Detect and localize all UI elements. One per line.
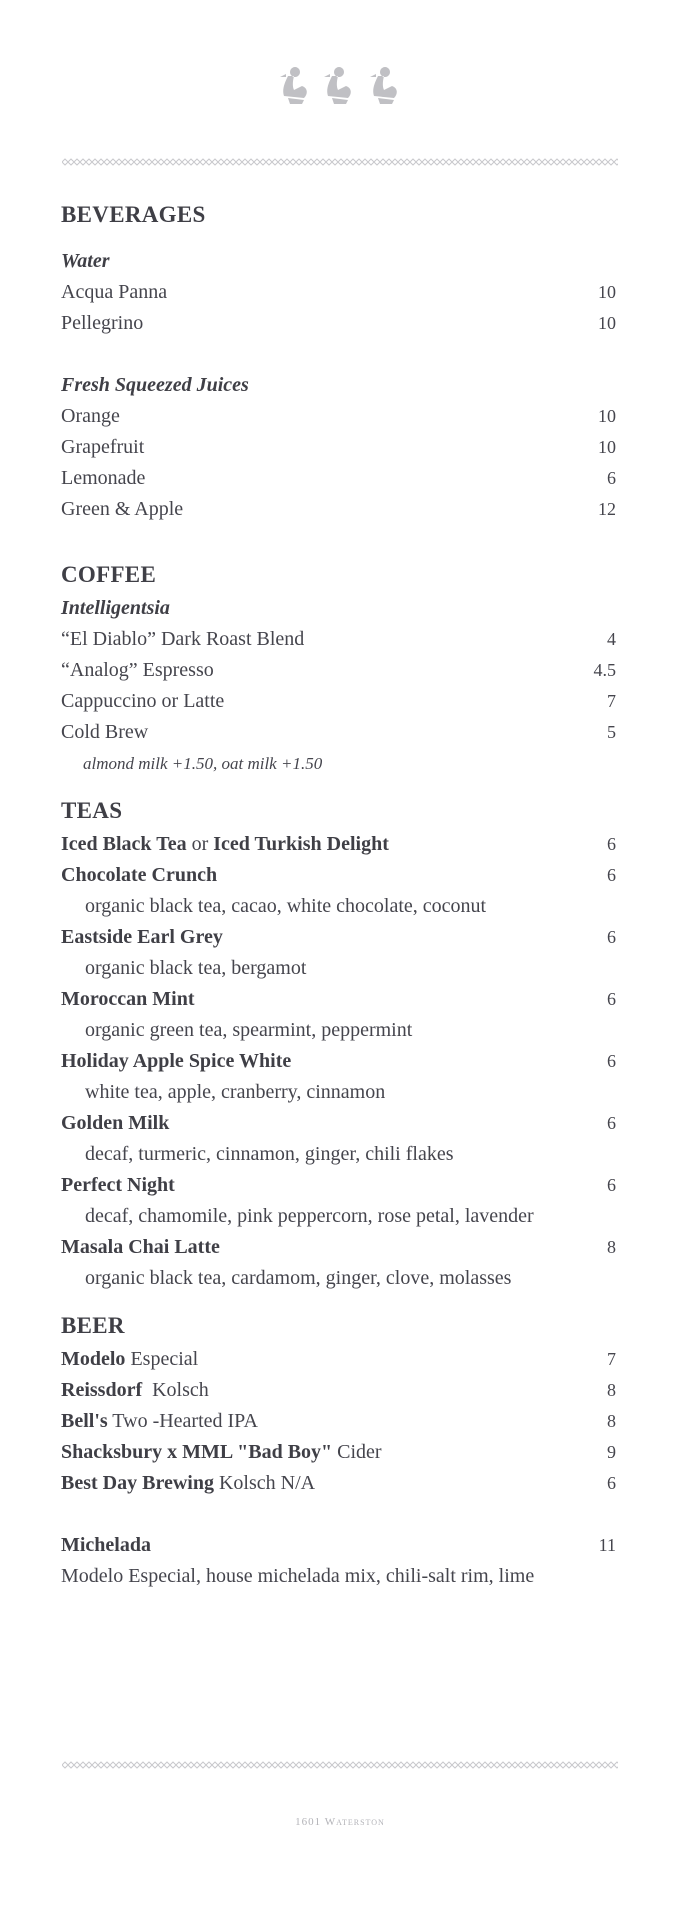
beer-brand: Bell's (61, 1410, 108, 1432)
section-title-coffee: COFFEE (61, 562, 157, 587)
item-price: 6 (607, 1051, 616, 1071)
item-name: Masala Chai Latte (61, 1236, 220, 1258)
item-description: organic black tea, cacao, white chocolate, coconut (85, 895, 487, 917)
item-price: 10 (598, 406, 616, 426)
menu-item (61, 463, 620, 494)
item-price: 6 (607, 834, 616, 854)
beer-brand: Best Day Brewing (61, 1472, 214, 1494)
item-joiner: or (186, 833, 214, 855)
item-price: 6 (607, 1175, 616, 1195)
item-name (61, 1344, 198, 1375)
item-name: Orange (61, 405, 120, 427)
item-price: 6 (607, 927, 616, 947)
item-price: 7 (607, 1349, 616, 1369)
item-price: 4.5 (593, 660, 616, 680)
item-name: Golden Milk (61, 1112, 170, 1134)
menu-item-michelada (61, 1530, 620, 1561)
item-price: 4 (607, 629, 616, 649)
michelada-description: Modelo Especial, house michelada mix, chili-salt rim, lime (61, 1565, 535, 1587)
subsection-title-water: Water (61, 250, 110, 272)
item-price: 11 (598, 1535, 616, 1555)
item-name: Acqua Panna (61, 281, 168, 303)
section-title-teas: TEAS (61, 798, 123, 823)
beer-style: Two -Hearted IPA (107, 1410, 258, 1432)
item-name: Chocolate Crunch (61, 864, 218, 886)
section-title-beer: BEER (61, 1313, 125, 1338)
menu-item (61, 829, 620, 860)
item-description: decaf, turmeric, cinnamon, ginger, chili flakes (85, 1143, 454, 1165)
item-description: organic black tea, cardamom, ginger, clove, molasses (85, 1267, 512, 1289)
item-name-part: Iced Black Tea (61, 833, 187, 855)
item-description: decaf, chamomile, pink peppercorn, rose petal, lavender (85, 1205, 534, 1227)
item-name: Green & Apple (61, 498, 184, 520)
subsection-title-intelligentsia: Intelligentsia (61, 597, 170, 619)
item-price: 6 (607, 865, 616, 885)
section-title-beverages: BEVERAGES (61, 202, 206, 227)
item-name: Moroccan Mint (61, 988, 195, 1010)
footer-address: 1601 Waterston (295, 1816, 385, 1828)
menu-item (61, 686, 620, 717)
item-name (61, 1406, 258, 1437)
item-name: “Analog” Espresso (61, 659, 214, 681)
item-price: 10 (598, 282, 616, 302)
menu-item (61, 1437, 620, 1468)
menu-item (61, 1046, 620, 1077)
item-price: 8 (607, 1237, 616, 1257)
item-price: 10 (598, 313, 616, 333)
item-name (61, 1468, 315, 1499)
swan-logo (0, 66, 680, 110)
swan-icon (324, 67, 351, 104)
menu-item (61, 494, 620, 525)
item-price: 5 (607, 722, 616, 742)
swan-icon (280, 67, 307, 104)
item-price: 10 (598, 437, 616, 457)
menu-item (61, 1375, 620, 1406)
item-name: Eastside Earl Grey (61, 926, 223, 948)
item-price: 8 (607, 1380, 616, 1400)
item-description (61, 1561, 620, 1592)
item-price: 9 (607, 1442, 616, 1462)
item-name: Cappuccino or Latte (61, 690, 225, 712)
ornamental-divider (62, 1761, 618, 1769)
menu-item (61, 308, 620, 339)
menu-item (61, 432, 620, 463)
beer-style: Kolsch (142, 1379, 209, 1401)
menu-body (61, 196, 620, 1592)
item-description: organic black tea, bergamot (85, 957, 307, 979)
item-name: Lemonade (61, 467, 146, 489)
menu-item (61, 1344, 620, 1375)
menu-item (61, 624, 620, 655)
menu-item (61, 1108, 620, 1139)
menu-item (61, 860, 620, 891)
item-description: organic green tea, spearmint, peppermint (85, 1019, 413, 1041)
milk-option-note: almond milk +1.50, oat milk +1.50 (83, 754, 323, 773)
beer-style: Kolsch N/A (213, 1472, 316, 1494)
item-name: “El Diablo” Dark Roast Blend (61, 628, 305, 650)
beer-brand: Reissdorf (61, 1379, 143, 1401)
item-name (61, 1375, 209, 1406)
menu-item (61, 401, 620, 432)
item-price: 6 (607, 989, 616, 1009)
item-name: Michelada (61, 1534, 151, 1556)
item-name: Cold Brew (61, 721, 149, 743)
subsection-title-juices: Fresh Squeezed Juices (61, 374, 249, 396)
menu-item (61, 277, 620, 308)
item-name: Perfect Night (61, 1174, 175, 1196)
item-name-part: Iced Turkish Delight (213, 833, 389, 855)
item-price: 6 (607, 468, 616, 488)
item-description: white tea, apple, cranberry, cinnamon (85, 1081, 386, 1103)
menu-item (61, 1232, 620, 1263)
beer-style: Cider (332, 1441, 382, 1463)
menu-item (61, 717, 620, 748)
beer-brand: Shacksbury x MML "Bad Boy" (61, 1441, 333, 1463)
item-price: 12 (598, 499, 616, 519)
menu-item (61, 1170, 620, 1201)
item-name (61, 1437, 382, 1468)
menu-item (61, 655, 620, 686)
item-name: Pellegrino (61, 312, 144, 334)
beer-style: Especial (125, 1348, 199, 1370)
item-price: 6 (607, 1113, 616, 1133)
menu-item (61, 1468, 620, 1499)
menu-item (61, 1406, 620, 1437)
item-price: 6 (607, 1473, 616, 1493)
item-name (61, 829, 389, 860)
menu-item (61, 922, 620, 953)
item-price: 7 (607, 691, 616, 711)
ornamental-divider (62, 158, 618, 166)
menu-item (61, 984, 620, 1015)
swan-icon (370, 67, 397, 104)
item-name: Holiday Apple Spice White (61, 1050, 292, 1072)
item-name: Grapefruit (61, 436, 145, 458)
beer-brand: Modelo (61, 1348, 126, 1370)
item-price: 8 (607, 1411, 616, 1431)
